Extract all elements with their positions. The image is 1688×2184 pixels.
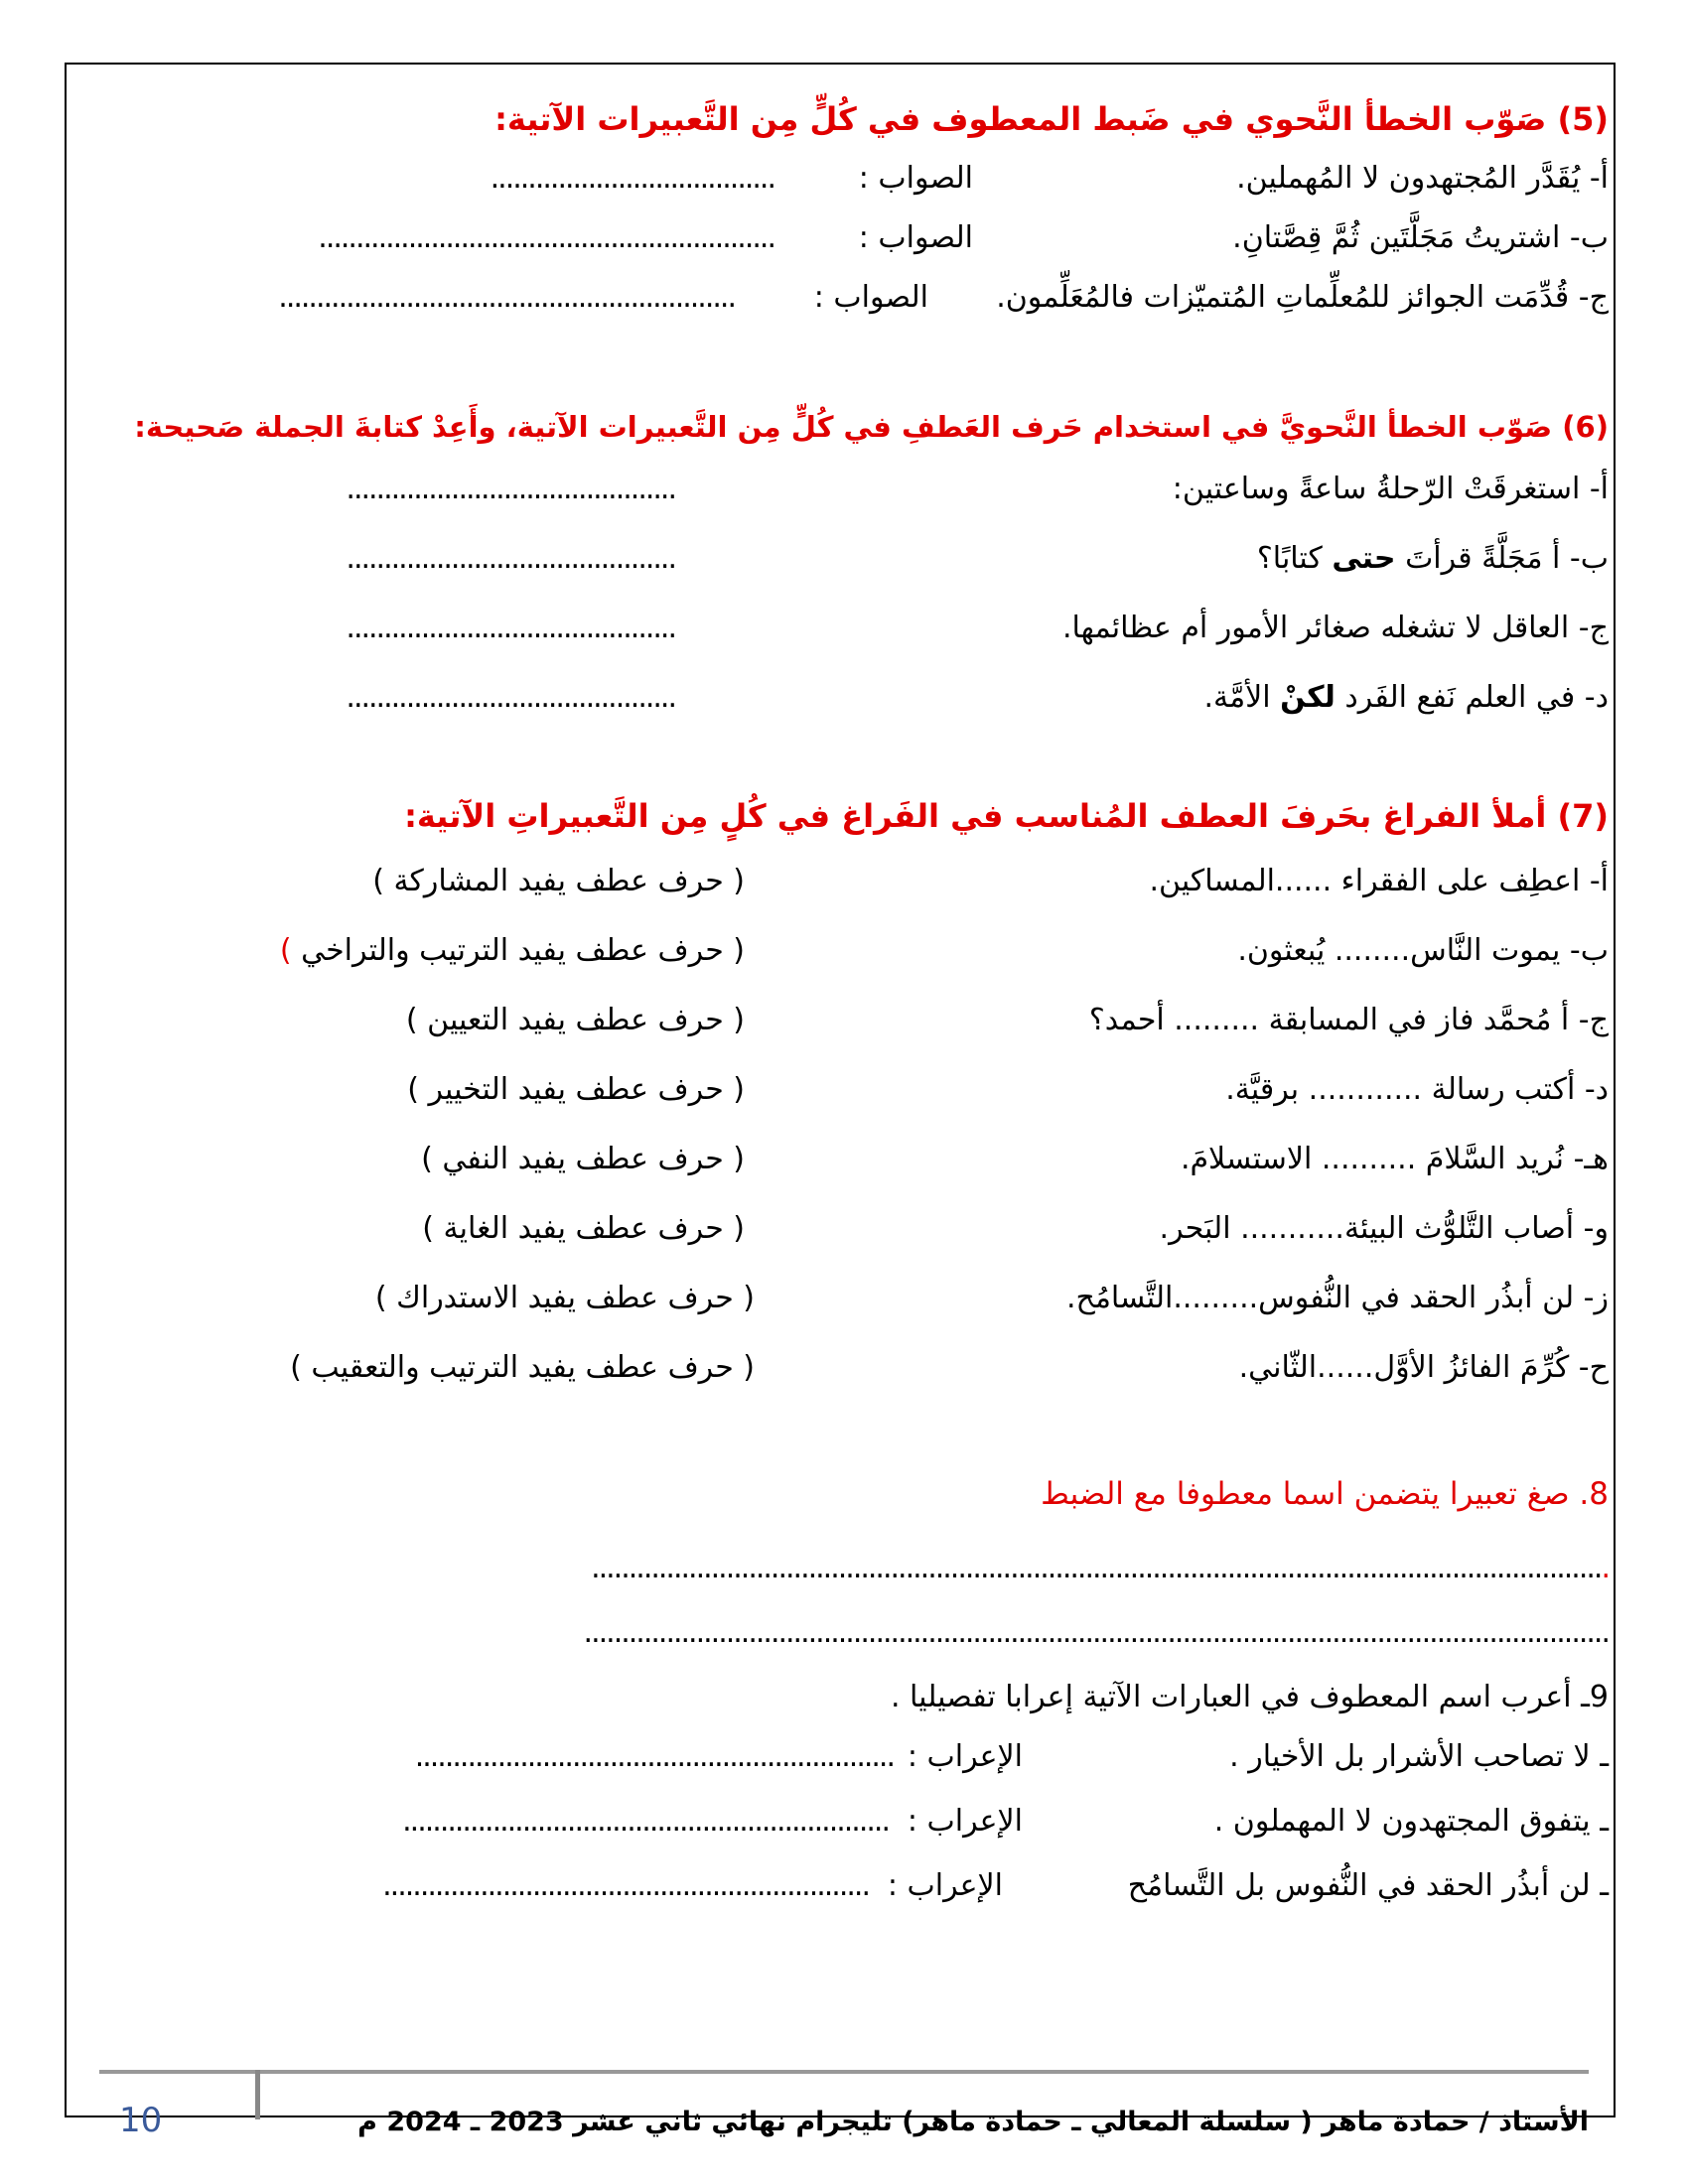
q7-hint-close-paren: ) bbox=[279, 933, 292, 968]
q7-title-row bbox=[79, 786, 1609, 846]
q7-item-h bbox=[79, 1338, 1609, 1398]
q9-label: الإعراب : bbox=[907, 1739, 1023, 1774]
q7-item-d bbox=[79, 1060, 1609, 1120]
q5-sentence: أ- يُقَدَّر المُجتهدون لا المُهملين. bbox=[1236, 161, 1609, 196]
q8-line-2[interactable] bbox=[79, 1603, 1609, 1663]
q6-sentence-part: كتابًا؟ bbox=[1256, 541, 1333, 576]
q7-item-c bbox=[79, 991, 1609, 1050]
q6-sentence-part: د- في العلم نَفع الفَرد bbox=[1335, 680, 1609, 715]
q7-title: (7) أملأ الفراغ بحَرفَ العطف المُناسب في الفَراغ في كُلٍ مِن التَّعبيراتِ الآتية: bbox=[404, 797, 1609, 835]
q5-answer-blank[interactable]: ............................................................. bbox=[318, 220, 774, 255]
q6-sentence: أ- استغرقَتْ الرّحلةُ ساعةً وساعتين: bbox=[1172, 472, 1609, 506]
q6-answer-blank[interactable]: ............................................ bbox=[346, 680, 675, 715]
q7-sentence: أ- اعطِف على الفقراء ......المساكين. bbox=[1149, 864, 1609, 898]
q7-hint: ( حرف عطف يفيد الاستدراك ) bbox=[374, 1281, 755, 1315]
q6-item-a bbox=[79, 460, 1609, 519]
q7-sentence: و- أصاب التَّلوُّث البيئة........... البَحر. bbox=[1159, 1211, 1609, 1246]
q6-title-row bbox=[79, 397, 1609, 457]
q7-sentence: ج- أ مُحمَّد فاز في المسابقة ......... أحمد؟ bbox=[1088, 1003, 1609, 1037]
q9-item-1 bbox=[79, 1727, 1609, 1787]
q5-answer-blank[interactable]: ............................................................. bbox=[278, 280, 735, 315]
q9-sentence: ـ يتفوق المجتهدون لا المهملون . bbox=[1213, 1804, 1609, 1839]
q5-item-b bbox=[79, 208, 1609, 268]
q5-answer-blank[interactable]: ...................................... bbox=[490, 161, 774, 196]
q8-line-1[interactable] bbox=[79, 1539, 1609, 1598]
q6-item-c bbox=[79, 599, 1609, 658]
q7-item-g bbox=[79, 1269, 1609, 1328]
q7-hint: ( حرف عطف يفيد المشاركة ) bbox=[372, 864, 745, 898]
q7-sentence: ح- كُرِّمَ الفائزُ الأوَّل......الثّاني. bbox=[1238, 1350, 1609, 1385]
q9-title: 9ـ أعرب اسم المعطوف في العبارات الآتية إعرابا تفصيليا . bbox=[890, 1680, 1609, 1714]
q8-answer-line[interactable]: ......................................................................................................................................... bbox=[583, 1615, 1609, 1650]
q6-sentence-part: الأمَّة. bbox=[1203, 680, 1281, 715]
q5-label: الصواب : bbox=[858, 161, 973, 196]
q5-title-row bbox=[79, 89, 1609, 149]
q6-sentence: ج- العاقل لا تشغله صغائر الأمور أم عظائمها. bbox=[1061, 611, 1609, 645]
q6-sentence-part: ب- أ مَجَلَّةً قرأتَ bbox=[1395, 541, 1609, 576]
q7-item-b bbox=[79, 921, 1609, 981]
footer-divider bbox=[99, 2070, 1589, 2074]
q6-answer-blank[interactable]: ............................................ bbox=[346, 611, 675, 645]
q9-answer-blank[interactable]: ................................................................. bbox=[382, 1868, 869, 1903]
q6-sentence bbox=[1257, 529, 1609, 589]
q9-sentence: ـ لن أبذُر الحقد في النُّفوس بل التَّسامُح bbox=[1127, 1868, 1609, 1903]
footer-separator bbox=[255, 2070, 260, 2119]
q7-hint: ( حرف عطف يفيد التعيين ) bbox=[405, 1003, 745, 1037]
q9-item-2 bbox=[79, 1792, 1609, 1851]
q9-title-row bbox=[79, 1668, 1609, 1727]
q8-title-row bbox=[79, 1464, 1609, 1524]
q8-line-tail: . bbox=[1601, 1551, 1609, 1585]
q8-title: 8. صغ تعبيرا يتضمن اسما معطوفا مع الضبط bbox=[1041, 1476, 1609, 1512]
q9-answer-blank[interactable]: ................................................................. bbox=[402, 1804, 889, 1839]
q7-item-e bbox=[79, 1130, 1609, 1189]
q7-hint bbox=[280, 921, 745, 981]
q5-sentence: ب- اشتريتُ مَجَلَّتَين ثُمَّ قِصَّتانِ. bbox=[1232, 220, 1609, 255]
q5-sentence: ج- قُدِّمَت الجوائز للمُعلِّماتِ المُتميّزات فالمُعَلِّمون. bbox=[996, 280, 1609, 315]
q9-sentence: ـ لا تصاحب الأشرار بل الأخيار . bbox=[1229, 1739, 1609, 1774]
q8-answer-line[interactable] bbox=[591, 1539, 1609, 1598]
q6-item-b bbox=[79, 529, 1609, 589]
q6-title: (6) صَوّب الخطأ النَّحويَّ في استخدام حَرف العَطفِ في كُلٍّ مِن التَّعبيرات الآتية، وأَعِدْ كتابةَ الجملة صَحيحة: bbox=[134, 410, 1609, 444]
q8-line-dots: ....................................................................................................................................... bbox=[591, 1551, 1602, 1585]
q7-item-f bbox=[79, 1199, 1609, 1259]
q7-sentence: ب- يموت النَّاس........ يُبعثون. bbox=[1237, 933, 1609, 968]
q5-item-c bbox=[79, 268, 1609, 328]
q6-answer-blank[interactable]: ............................................ bbox=[346, 472, 675, 506]
q7-hint: ( حرف عطف يفيد الغاية ) bbox=[422, 1211, 745, 1246]
q9-item-3 bbox=[79, 1856, 1609, 1916]
page-number: 10 bbox=[119, 2101, 163, 2140]
q7-sentence: د- أكتب رسالة ............ برقيَّة. bbox=[1225, 1072, 1609, 1107]
q9-answer-blank[interactable]: ................................................................ bbox=[414, 1739, 894, 1774]
q5-label: الصواب : bbox=[858, 220, 973, 255]
q5-item-a bbox=[79, 149, 1609, 208]
footer-text: الأستاذ / حمادة ماهر ( سلسلة المعالي ـ حمادة ماهر) تليجرام نهائي ثاني عشر 2023 ـ 2024 م bbox=[357, 2107, 1589, 2137]
q7-item-a bbox=[79, 852, 1609, 911]
q9-label: الإعراب : bbox=[887, 1868, 1003, 1903]
q6-bold-word: لكنْ bbox=[1280, 680, 1336, 715]
q7-hint: ( حرف عطف يفيد التخيير ) bbox=[407, 1072, 745, 1107]
q7-hint-text: ( حرف عطف يفيد الترتيب والتراخي bbox=[301, 933, 745, 968]
q7-hint: ( حرف عطف يفيد الترتيب والتعقيب ) bbox=[290, 1350, 755, 1385]
q6-item-d bbox=[79, 668, 1609, 728]
q7-hint: ( حرف عطف يفيد النفي ) bbox=[421, 1142, 745, 1176]
q9-label: الإعراب : bbox=[907, 1804, 1023, 1839]
q6-answer-blank[interactable]: ............................................ bbox=[346, 541, 675, 576]
q7-sentence: هـ- نُريد السَّلامَ .......... الاستسلامَ. bbox=[1180, 1142, 1609, 1176]
q6-bold-word: حتى bbox=[1332, 541, 1396, 576]
q6-sentence bbox=[1203, 668, 1609, 728]
q5-title: (5) صَوّب الخطأ النَّحوي في ضَبط المعطوف في كُلٍّ مِن التَّعبيرات الآتية: bbox=[494, 100, 1609, 138]
q7-sentence: ز- لن أبذُر الحقد في النُّفوس.........التَّسامُح. bbox=[1065, 1281, 1609, 1315]
q5-label: الصواب : bbox=[813, 280, 928, 315]
